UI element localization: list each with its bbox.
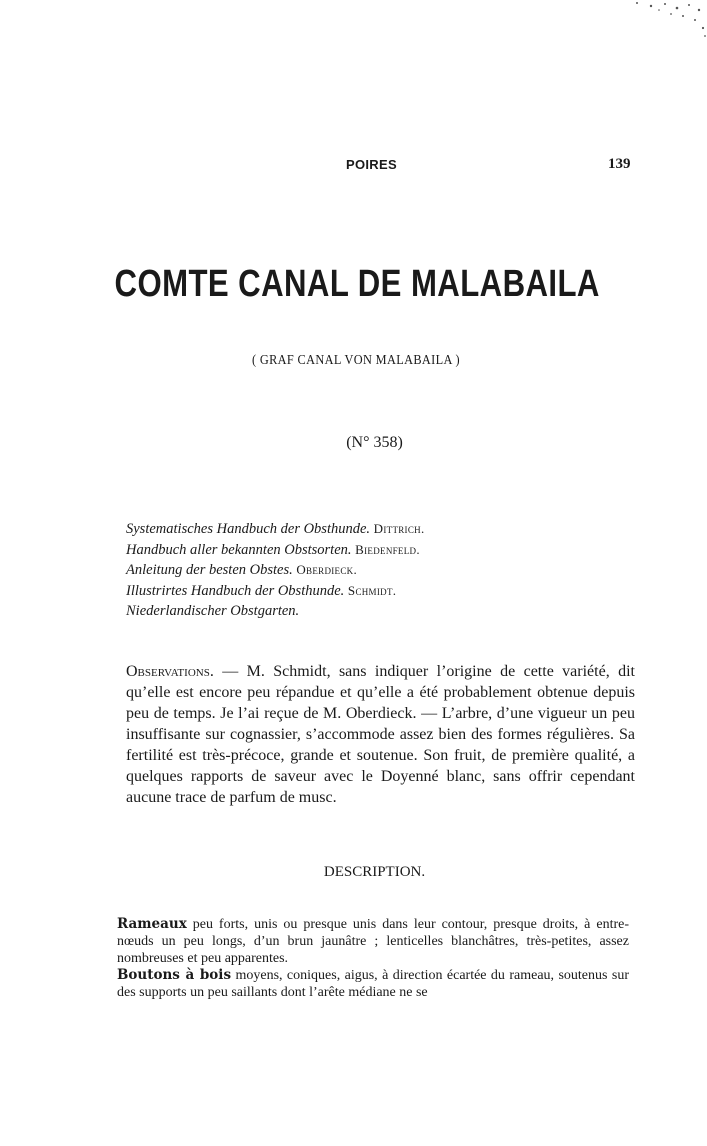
reference-item [126,560,606,581]
reference-title: Illustrirtes Handbuch der Obsthunde. [126,582,345,599]
reference-item [126,540,606,561]
reference-author: Oberdieck. [296,562,357,577]
reference-title: Anleitung der besten Obstes. [126,562,293,578]
description-paragraph [117,967,629,1001]
page-subtitle: ( GRAF CANAL VON MALABAILA ) [251,353,460,368]
reference-title: Handbuch aller bekannten Obstsorten. [126,541,352,558]
variety-number: (N° 358) [346,434,403,451]
reference-item [126,601,606,622]
reference-author: Schmidt. [347,582,397,598]
page-corner-stain [617,0,707,40]
reference-item [126,519,606,540]
reference-list [126,519,606,622]
description-heading: DESCRIPTION. [323,864,426,880]
description-text: moyens, coniques, aigus, à direction écartée du rameau, soutenus sur des supports un peu saillants dont l’arête médiane ne se [117,968,629,1000]
observations-paragraph [126,661,635,808]
reference-author: Biedenfeld. [355,541,420,557]
running-head: POIRES [346,157,397,172]
observations-text: — M. Schmidt, sans indiquer l’origine de cette variété, dit qu’elle est encore peu répandue et qu’elle a été probablement obtenue depuis peu de temps. Je l’ai reçue de M. Oberdieck. — L’arbre, d’une vigueur un peu insuffisante sur cognassier, s’accommode assez bien des formes régulières. Sa fertilité est très-précoce, grande et soutenue. Son fruit, de première qualité, a quelques rapports de saveur avec le Doyenné blanc, sans offrir cependant aucune trace de parfum de musc. [126,663,635,806]
reference-title: Systematisches Handbuch der Obsthunde. [126,521,371,537]
page-number: 139 [608,156,631,172]
description-text: peu forts, unis ou presque unis dans leur contour, presque droits, à entre-nœuds un peu longs, d’un brun jaunâtre ; lenticelles blanchâtres, très-petites, assez nombreuses et peu apparentes. [117,917,629,966]
description-body [117,916,629,1001]
description-paragraph [117,916,629,967]
description-term: Rameaux [117,916,187,932]
description-term: Boutons à bois [117,967,232,983]
page-title: COMTE CANAL DE MALABAILA [114,263,600,305]
reference-item [126,581,606,602]
reference-author: Dittrich. [373,521,425,536]
reference-title: Niederlandischer Obstgarten. [126,603,300,619]
observations-label: Observations. [126,663,214,680]
